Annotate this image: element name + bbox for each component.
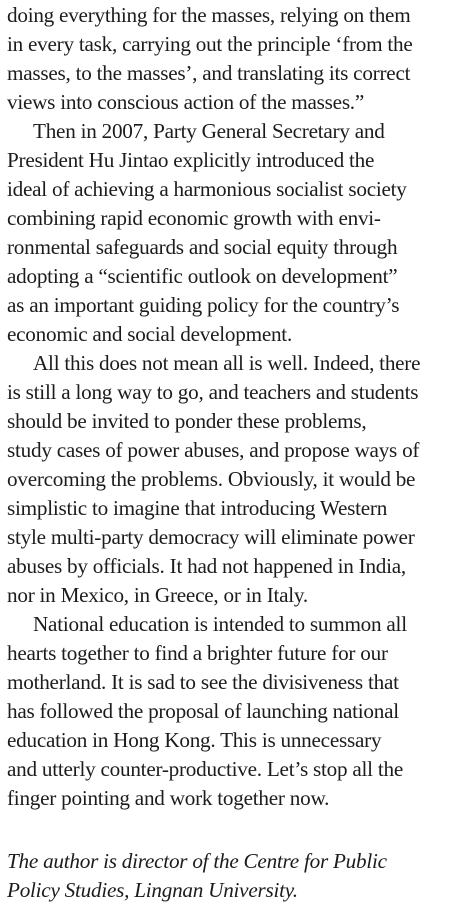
text-line: study cases of power abuses, and propose ways of <box>7 438 420 462</box>
text-line: adopting a “scientific outlook on development” <box>7 264 398 288</box>
text-line: style multi-party democracy will eliminate power <box>7 525 415 549</box>
text-line: simplistic to imagine that introducing Western <box>7 496 388 520</box>
text-line: combining rapid economic growth with envi- <box>7 206 381 230</box>
text-line: masses, to the masses’, and translating its correct <box>7 61 411 85</box>
text-line: President Hu Jintao explicitly introduced the <box>7 148 375 172</box>
paragraph-4 <box>7 610 469 813</box>
text-line: should be invited to ponder these problems, <box>7 409 367 433</box>
byline-line: Policy Studies, Lingnan University. <box>7 878 298 902</box>
text-line: ronmental safeguards and social equity through <box>7 235 398 259</box>
text-line: as an important guiding policy for the country’s <box>7 293 400 317</box>
text-line: finger pointing and work together now. <box>7 786 330 810</box>
text-line: All this does not mean all is well. Indeed, there <box>33 351 421 375</box>
text-line: hearts together to find a brighter future for our <box>7 641 388 665</box>
text-line: views into conscious action of the masses.” <box>7 90 365 114</box>
text-line: National education is intended to summon all <box>33 612 407 636</box>
text-line: economic and social development. <box>7 322 292 346</box>
text-line: education in Hong Kong. This is unnecessary <box>7 728 382 752</box>
paragraph-2 <box>7 117 469 349</box>
article-body <box>7 1 469 905</box>
text-line: ideal of achieving a harmonious socialist society <box>7 177 407 201</box>
byline-line: The author is director of the Centre for Public <box>7 849 387 873</box>
text-line: doing everything for the masses, relying on them <box>7 3 411 27</box>
text-line: and utterly counter-productive. Let’s stop all the <box>7 757 403 781</box>
paragraph-1 <box>7 1 469 117</box>
text-line: Then in 2007, Party General Secretary and <box>33 119 385 143</box>
text-line: overcoming the problems. Obviously, it would be <box>7 467 416 491</box>
text-line: motherland. It is sad to see the divisiveness that <box>7 670 399 694</box>
text-line: is still a long way to go, and teachers and students <box>7 380 419 404</box>
paragraph-3 <box>7 349 469 610</box>
text-line: in every task, carrying out the principle ‘from the <box>7 32 413 56</box>
author-byline <box>7 847 469 905</box>
text-line: has followed the proposal of launching national <box>7 699 399 723</box>
paragraph-spacer <box>7 813 469 847</box>
text-line: abuses by officials. It had not happened in India, <box>7 554 406 578</box>
text-line: nor in Mexico, in Greece, or in Italy. <box>7 583 308 607</box>
